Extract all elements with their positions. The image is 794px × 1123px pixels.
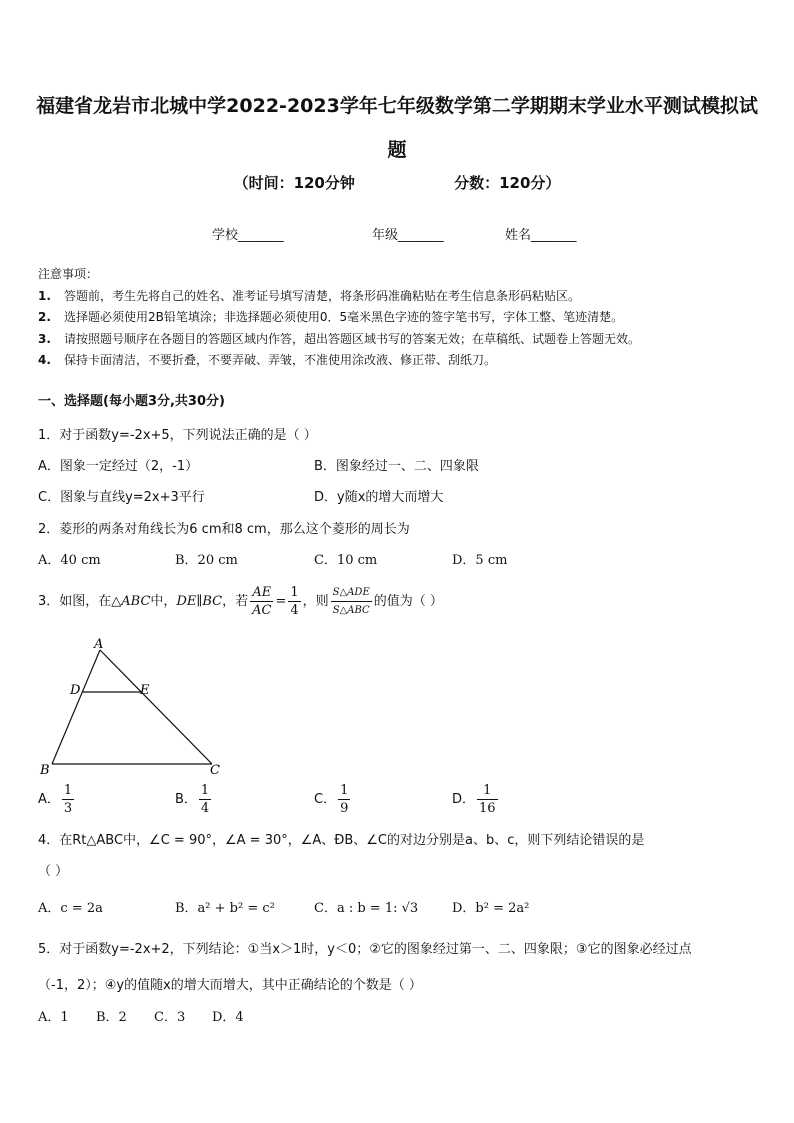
q3-parallel: DE∥BC — [176, 594, 223, 609]
q3-stem-prefix: 3．如图，在△ — [38, 594, 122, 609]
fraction-numerator: 1 — [340, 783, 349, 798]
fraction-denominator: 4 — [200, 801, 210, 816]
label-e: E — [140, 683, 150, 698]
question-1-stem: 1．对于函数y=-2x+5，下列说法正确的是（ ） — [38, 428, 317, 443]
note-item — [38, 350, 640, 372]
notes-block — [38, 264, 640, 372]
fraction-denominator: AC — [252, 603, 272, 618]
grade-field: 年级_______ — [372, 228, 444, 243]
label-c: C — [210, 763, 220, 778]
q4-option-c: C．a : b = 1: √3 — [314, 901, 419, 916]
q1-option-c: C．图象与直线y=2x+3平行 — [38, 490, 205, 505]
q3-stem-mid2: ，若 — [222, 594, 249, 609]
q1-option-a: A．图象一定经过（2，-1） — [38, 459, 199, 474]
q3-stem-mid1: 中， — [150, 594, 177, 609]
option-letter: D． — [452, 792, 476, 807]
option-fraction — [477, 782, 498, 817]
note-text: 请按照题号顺序在各题目的答题区域内作答，超出答题区域书写的答案无效；在草稿纸、试题卷上答题无效。 — [64, 331, 641, 346]
side-ac — [100, 650, 212, 764]
fraction-numerator: 1 — [477, 782, 498, 800]
q3-area-fraction — [331, 584, 372, 619]
note-text: 保持卡面清洁，不要折叠，不要弄破、弄皱，不准使用涂改液、修正带、刮纸刀。 — [64, 353, 497, 367]
q2-option-a: A．40 cm — [38, 553, 101, 568]
q3-triangle-name: ABC — [121, 594, 151, 609]
q1-option-d: D．y随x的增大而增大 — [314, 490, 444, 505]
q4-answer-paren: （ ） — [38, 864, 69, 879]
name-field: 姓名_______ — [505, 228, 577, 243]
notes-heading: 注意事项： — [38, 267, 99, 281]
fraction-denominator: 9 — [340, 801, 349, 816]
option-letter: C． — [314, 792, 337, 807]
q2-option-d: D．5 cm — [452, 553, 508, 568]
q3-equals: = — [275, 594, 287, 609]
section-heading: 一、选择题(每小题3分,共30分) — [38, 394, 225, 409]
q3-option-c — [314, 782, 352, 817]
q4-option-b: B．a² + b² = c² — [175, 901, 275, 916]
option-fraction — [62, 782, 74, 817]
label-b: B — [40, 763, 50, 778]
exam-title: 福建省龙岩市北城中学2022-2023学年七年级数学第二学期期末学业水平测试模拟试题 — [36, 95, 758, 161]
label-d: D — [70, 683, 81, 698]
label-a: A — [94, 637, 104, 652]
note-text: 选择题必须使用2B铅笔填涂；非选择题必须使用0．5毫米黑色字迹的签字笔书写，字体工整、笔迹清楚。 — [64, 310, 624, 324]
fraction-denominator: 16 — [479, 801, 496, 816]
question-5-line-1: 5．对于函数y=-2x+2，下列结论：①当x＞1时，y＜0；②它的图象经过第一、二、四象限；③它的图象必经过点 — [38, 942, 692, 957]
triangle-figure — [36, 636, 226, 778]
fraction-numerator: 1 — [200, 783, 210, 798]
question-5-line-2: （-1，2）；④y的值随x的增大而增大，其中正确结论的个数是（ ） — [38, 978, 422, 993]
q4-option-d: D．b² = 2a² — [452, 901, 530, 916]
note-number: 4. — [38, 353, 51, 367]
side-ab — [52, 650, 100, 764]
q2-option-b: B．20 cm — [175, 553, 238, 568]
note-number: 3. — [38, 331, 51, 346]
note-item — [38, 286, 640, 308]
q3-stem-then: ，则 — [302, 594, 329, 609]
note-number: 2. — [38, 310, 51, 324]
option-letter: B． — [175, 792, 197, 807]
q1-option-b: B．图象经过一、二、四象限 — [314, 459, 479, 474]
option-fraction — [338, 782, 350, 817]
note-item — [38, 307, 640, 329]
q5-option-b: B．2 — [96, 1010, 127, 1025]
fraction-numerator: AE — [250, 584, 273, 602]
fraction-denominator: 4 — [290, 603, 299, 618]
fraction-denominator: 3 — [63, 801, 73, 816]
note-text: 答题前，考生先将自己的姓名、准考证号填写清楚，将条形码准确粘贴在考生信息条形码粘贴区。 — [64, 288, 581, 303]
note-item — [38, 329, 640, 351]
fraction-denominator: S△ABC — [332, 605, 370, 616]
q5-option-c: C．3 — [154, 1010, 186, 1025]
exam-subtitle: （时间：120分钟 分数：120分） — [233, 174, 561, 192]
question-4-stem: 4．在Rt△ABC中，∠C = 90°，∠A = 30°，∠A、ÐB、∠C的对边分别是a、b、c，则下列结论错误的是 — [38, 833, 645, 848]
option-fraction — [199, 782, 211, 817]
q3-ratio-fraction — [250, 584, 273, 619]
fraction-numerator: 1 — [63, 783, 73, 798]
q5-option-a: A．1 — [38, 1010, 69, 1025]
school-field: 学校_______ — [212, 228, 284, 243]
q4-option-a: A．c = 2a — [38, 901, 103, 916]
question-3-stem — [38, 584, 443, 619]
q3-stem-suffix: 的值为（ ） — [373, 594, 443, 609]
q3-option-d — [452, 782, 500, 817]
note-number: 1. — [38, 288, 51, 303]
q3-value-fraction — [288, 584, 300, 619]
q3-option-b — [175, 782, 213, 817]
option-letter: A． — [38, 792, 60, 807]
q2-option-c: C．10 cm — [314, 553, 378, 568]
q5-option-d: D．4 — [212, 1010, 244, 1025]
q3-option-a — [38, 782, 76, 817]
fraction-numerator: S△ADE — [331, 584, 372, 602]
question-2-stem: 2．菱形的两条对角线长为6 cm和8 cm，那么这个菱形的周长为 — [38, 522, 410, 537]
fraction-numerator: 1 — [290, 585, 299, 600]
